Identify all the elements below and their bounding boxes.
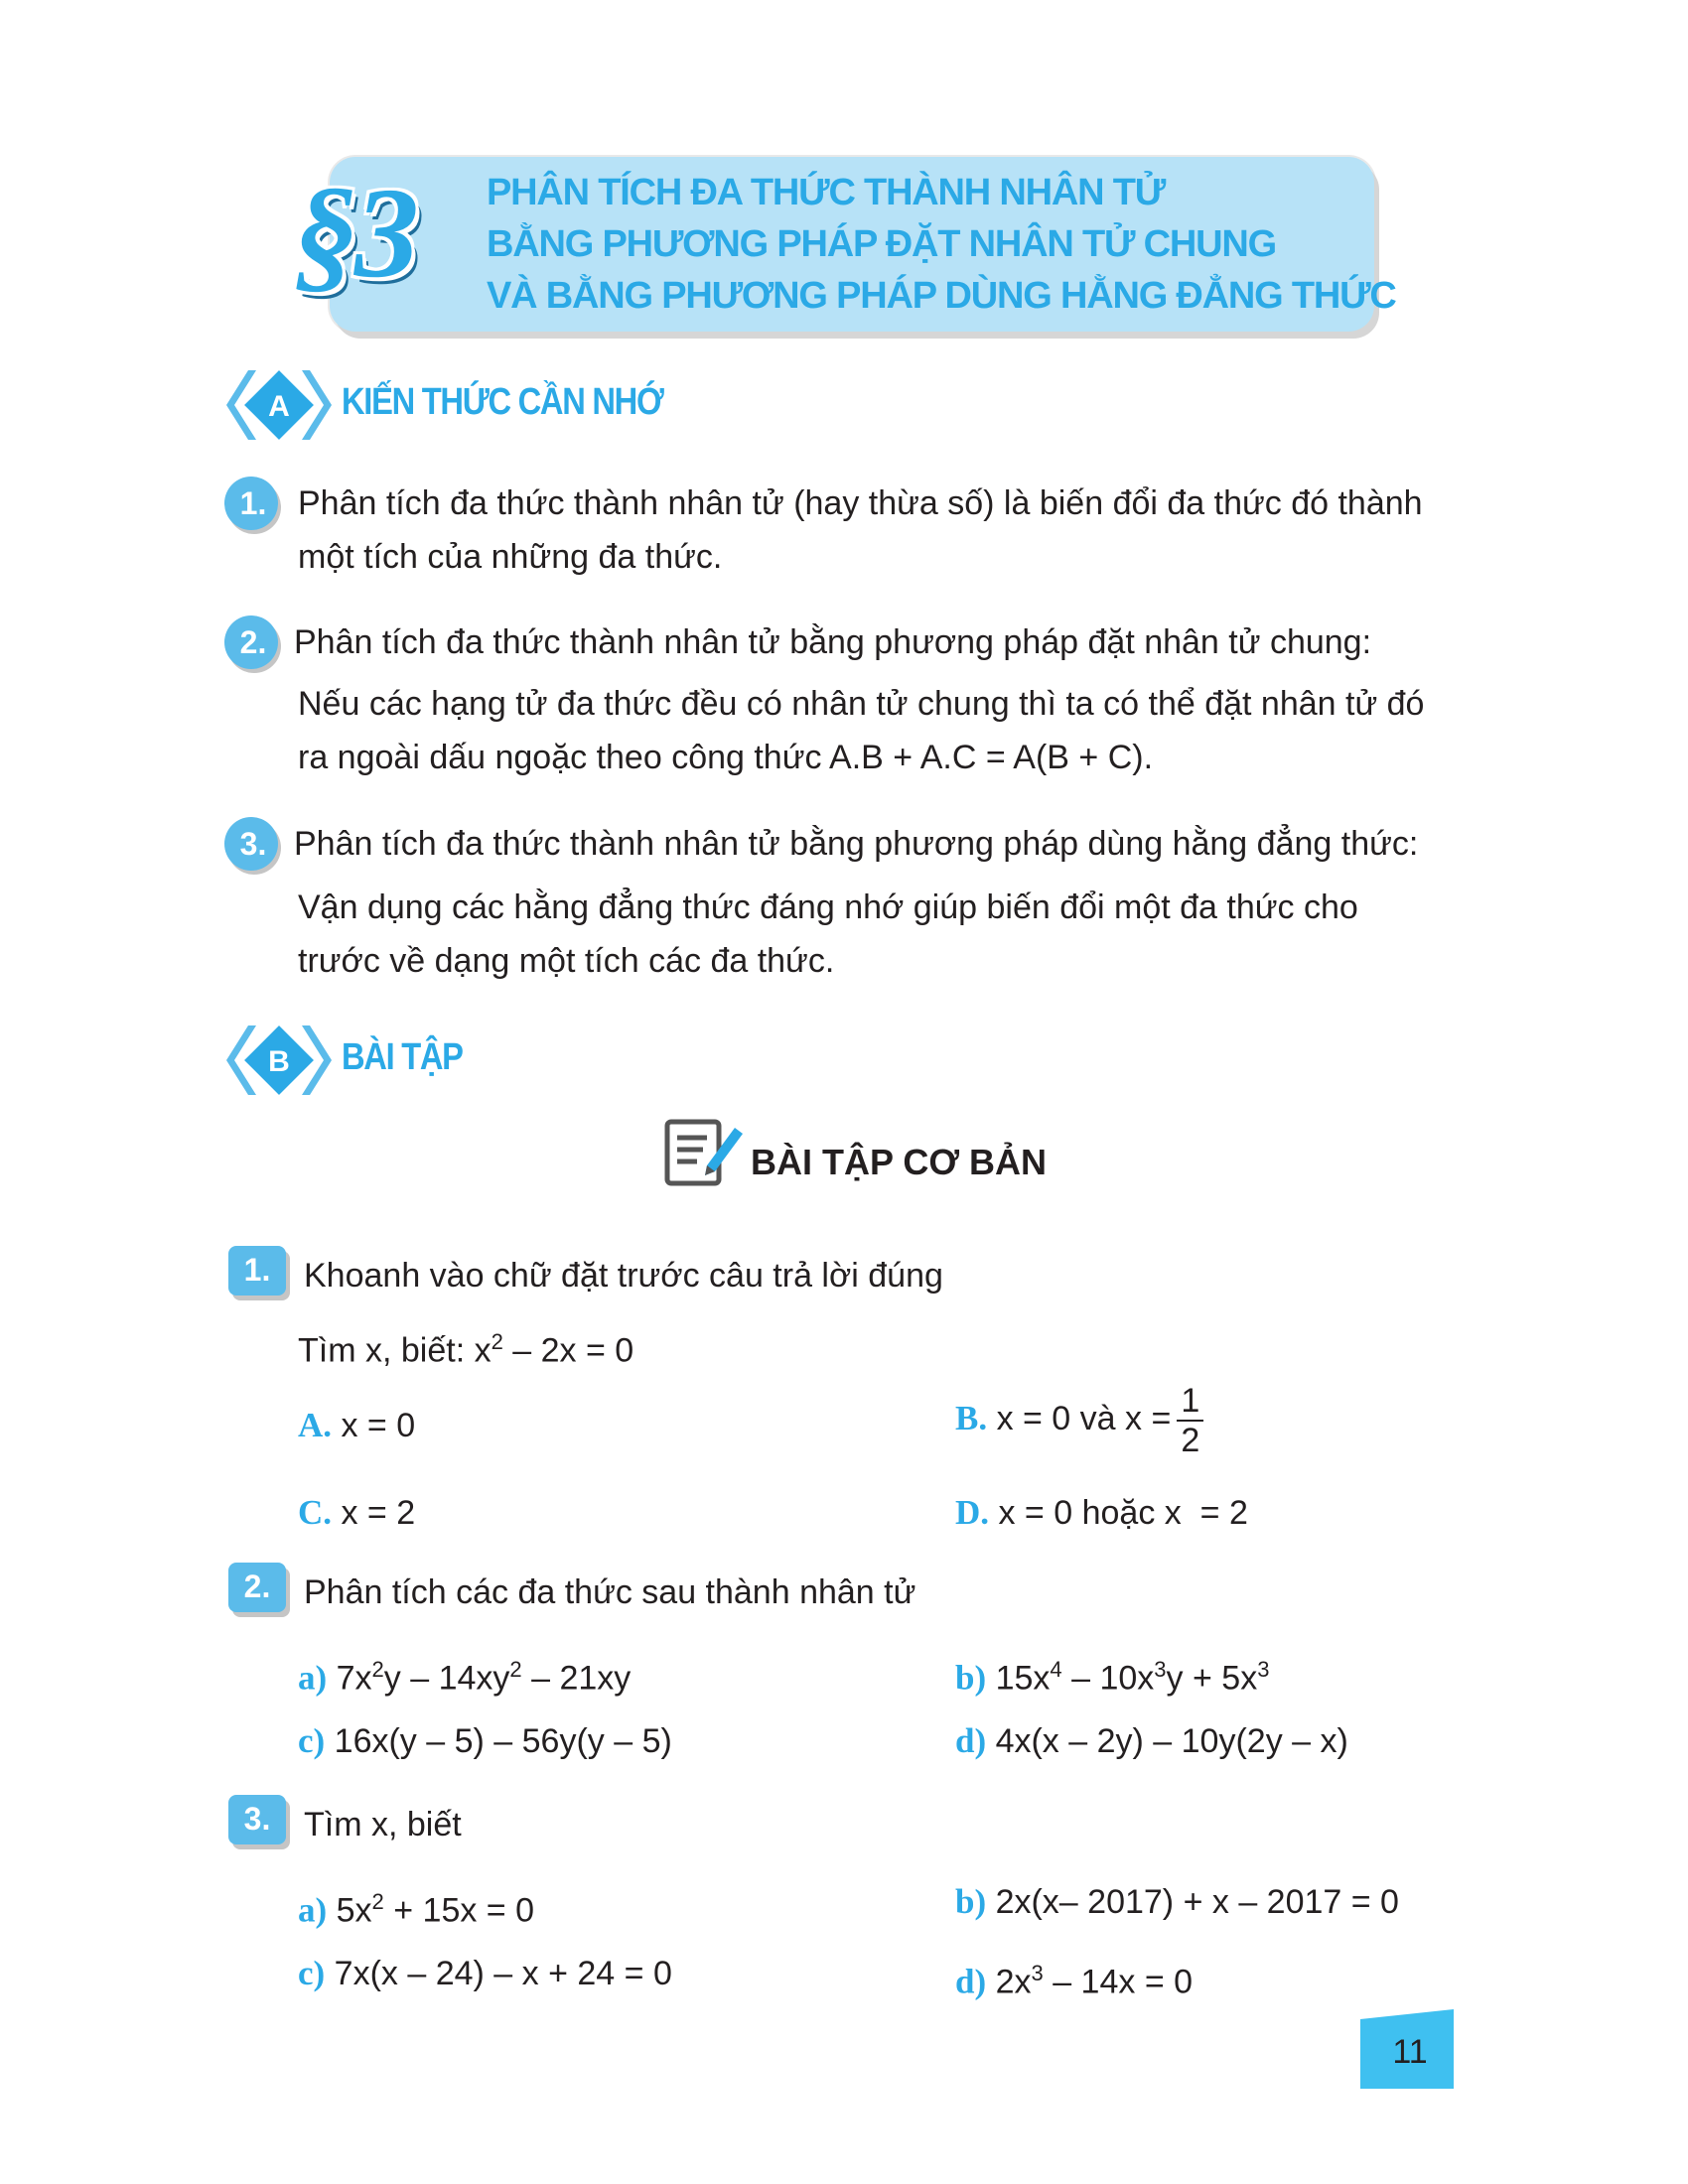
- title-line-1: PHÂN TÍCH ĐA THỨC THÀNH NHÂN TỬ: [487, 172, 1166, 213]
- exercise-1-prompt: Khoanh vào chữ đặt trước câu trả lời đúng: [304, 1257, 943, 1295]
- basic-exercises-title: BÀI TẬP CƠ BẢN: [751, 1142, 1048, 1182]
- knowledge-1-line-1: Phân tích đa thức thành nhân tử (hay thừa số) là biến đổi đa thức đó thành: [298, 484, 1423, 522]
- knowledge-2-line-1: Nếu các hạng tử đa thức đều có nhân tử chung thì ta có thể đặt nhân tử đó: [298, 685, 1425, 723]
- exercise-3-prompt: Tìm x, biết: [304, 1806, 462, 1843]
- exercise-3-part-b: b) 2x(x– 2017) + x – 2017 = 0: [955, 1882, 1399, 1921]
- section-a-badge-icon: [226, 364, 332, 446]
- exercise-3-part-c: c) 7x(x – 24) – x + 24 = 0: [298, 1954, 672, 1992]
- knowledge-lead-3: Phân tích đa thức thành nhân tử bằng phương pháp dùng hằng đẳng thức:: [294, 825, 1419, 863]
- exercise-1-statement: Tìm x, biết: $x^2 - 2x = 0$: [298, 1329, 634, 1370]
- knowledge-number-2: 2.: [224, 615, 278, 669]
- knowledge-2-line-2: ra ngoài dấu ngoặc theo công thức A.B + A.C = A(B + C).: [298, 739, 1154, 776]
- knowledge-number-3: 3.: [224, 817, 278, 871]
- exercise-1-option-d[interactable]: D. x = 0 hoặc x = 2: [955, 1493, 1248, 1532]
- exercise-number-3: 3.: [228, 1795, 286, 1844]
- exercise-number-2: 2.: [228, 1563, 286, 1612]
- exercise-notepad-icon: [663, 1116, 743, 1187]
- exercise-3-part-d: d) $2x^3 - 14x = 0$: [955, 1961, 1194, 2001]
- section-b-title: BÀI TẬP: [342, 1036, 463, 1078]
- knowledge-3-line-2: trước về dạng một tích các đa thức.: [298, 942, 835, 980]
- exercise-1-option-c[interactable]: C. x = 2: [298, 1493, 416, 1532]
- exercise-number-1: 1.: [228, 1246, 286, 1296]
- knowledge-3-line-1: Vận dụng các hằng đẳng thức đáng nhớ giúp biến đổi một đa thức cho: [298, 888, 1358, 926]
- page-number: 11: [1392, 2033, 1428, 2071]
- exercise-2-prompt: Phân tích các đa thức sau thành nhân tử: [304, 1573, 916, 1611]
- exercise-2-part-a: a) $7x^2y - 14xy^2 - 21xy$: [298, 1657, 632, 1698]
- section-a-badge-letter: A: [268, 390, 290, 423]
- section-b-badge-letter: B: [268, 1045, 290, 1078]
- knowledge-1-line-2: một tích của những đa thức.: [298, 538, 723, 576]
- knowledge-number-1: 1.: [224, 477, 278, 530]
- exercise-2-part-c: c) 16x(y – 5) – 56y(y – 5): [298, 1721, 672, 1760]
- exercise-2-part-d: d) 4x(x – 2y) – 10y(2y – x): [955, 1721, 1348, 1760]
- exercise-1-option-b[interactable]: B. x = 0 và x = $\frac{1}{2}$: [955, 1382, 1203, 1459]
- exercise-1-option-a[interactable]: A. x = 0: [298, 1406, 416, 1444]
- knowledge-text-1: [298, 477, 1452, 584]
- title-line-2: BẰNG PHƯƠNG PHÁP ĐẶT NHÂN TỬ CHUNG: [487, 223, 1276, 265]
- section-b-badge-icon: [226, 1020, 332, 1101]
- title-line-3: VÀ BẰNG PHƯƠNG PHÁP DÙNG HẰNG ĐẲNG THỨC: [487, 275, 1396, 317]
- fraction-one-half: $\frac{1}{2}$: [1177, 1382, 1203, 1459]
- section-symbol: §3: [294, 162, 415, 305]
- section-a-title: KIẾN THỨC CẦN NHỚ: [342, 381, 663, 423]
- knowledge-lead-2: Phân tích đa thức thành nhân tử bằng phương pháp đặt nhân tử chung:: [294, 623, 1372, 661]
- page-number-tab: [1360, 2009, 1454, 2089]
- knowledge-text-3: [298, 881, 1452, 988]
- exercise-2-part-b: b) $15x^4 - 10x^3y + 5x^3$: [955, 1657, 1270, 1698]
- exercise-3-part-a: a) $5x^2 + 15x = 0$: [298, 1889, 535, 1930]
- knowledge-text-2: [298, 677, 1452, 784]
